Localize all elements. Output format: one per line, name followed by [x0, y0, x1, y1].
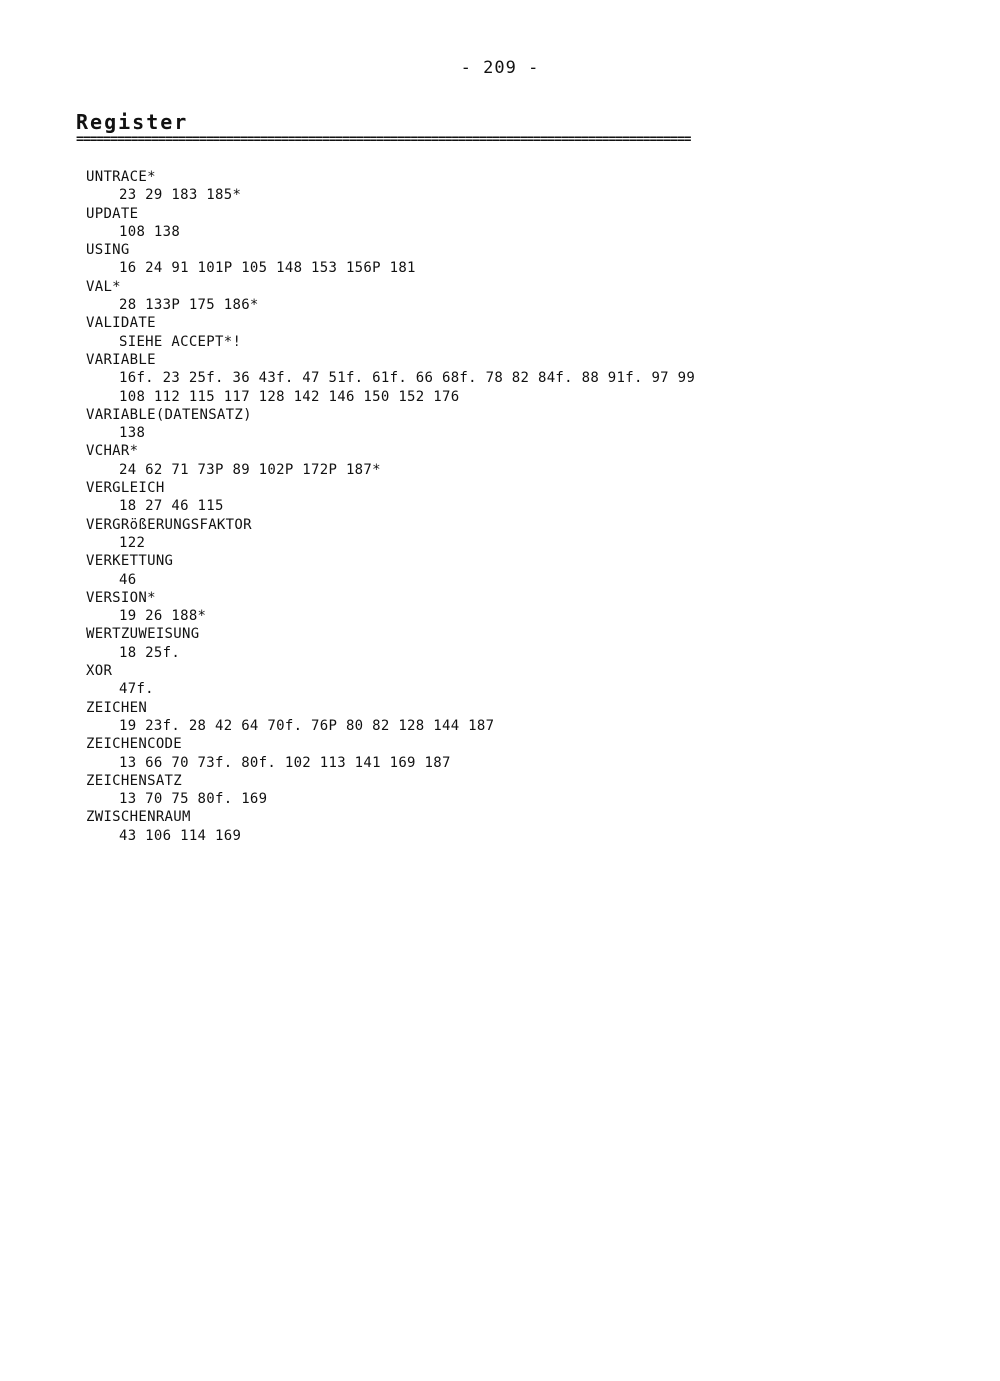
- index-term: VAL*: [86, 278, 121, 295]
- index-term: XOR: [86, 663, 113, 680]
- index-page-refs: 46: [119, 571, 137, 588]
- index-term: VCHAR*: [86, 443, 139, 460]
- index-page-refs: 122: [119, 534, 146, 551]
- page-title: Register: [76, 110, 189, 134]
- index-term: VERSION*: [86, 589, 156, 606]
- index-page-refs: 18 27 46 115: [119, 498, 224, 515]
- index-term: USING: [86, 242, 130, 259]
- index-term: VARIABLE: [86, 351, 156, 368]
- index-page-refs: 19 23f. 28 42 64 70f. 76P 80 82 128 144 187: [119, 717, 495, 734]
- index-term: VALIDATE: [86, 315, 156, 332]
- index-term: VERKETTUNG: [86, 553, 174, 570]
- index-page-refs: 43 106 114 169: [119, 827, 242, 844]
- index-term: ZEICHEN: [86, 699, 148, 716]
- index-page-refs: 13 66 70 73f. 80f. 102 113 141 169 187: [119, 754, 451, 771]
- index-term: ZEICHENSATZ: [86, 772, 183, 789]
- page-number: - 209 -: [460, 58, 540, 78]
- heading-underline: ==========================================================================================: [76, 132, 691, 147]
- index-term: ZEICHENCODE: [86, 736, 183, 753]
- index-page-refs: 18 25f.: [119, 644, 181, 661]
- index-page-refs: 16 24 91 101P 105 148 153 156P 181: [119, 260, 416, 277]
- index-term: VARIABLE(DATENSATZ): [86, 406, 252, 423]
- index-page-refs: 24 62 71 73P 89 102P 172P 187*: [119, 461, 381, 478]
- index-page-refs: 47f.: [119, 681, 154, 698]
- index-page-refs: 28 133P 175 186*: [119, 297, 259, 314]
- index-list: [86, 168, 886, 845]
- index-term: WERTZUWEISUNG: [86, 626, 200, 643]
- index-term: ZWISCHENRAUM: [86, 809, 191, 826]
- index-term: VERGRößERUNGSFAKTOR: [86, 516, 252, 533]
- index-term: VERGLEICH: [86, 480, 165, 497]
- index-page-refs: 108 112 115 117 128 142 146 150 152 176: [119, 388, 460, 405]
- index-page-refs: 138: [119, 425, 146, 442]
- index-page-refs: 108 138: [119, 223, 181, 240]
- index-term: UPDATE: [86, 205, 139, 222]
- index-page-refs: 16f. 23 25f. 36 43f. 47 51f. 61f. 66 68f. 78 82 84f. 88 91f. 97 99: [119, 370, 696, 387]
- index-page-refs: 13 70 75 80f. 169: [119, 791, 268, 808]
- index-page-refs: 19 26 188*: [119, 608, 207, 625]
- index-term: UNTRACE*: [86, 169, 156, 185]
- index-page-refs: 23 29 183 185*: [119, 187, 242, 204]
- index-page-refs: SIEHE ACCEPT*!: [119, 333, 242, 350]
